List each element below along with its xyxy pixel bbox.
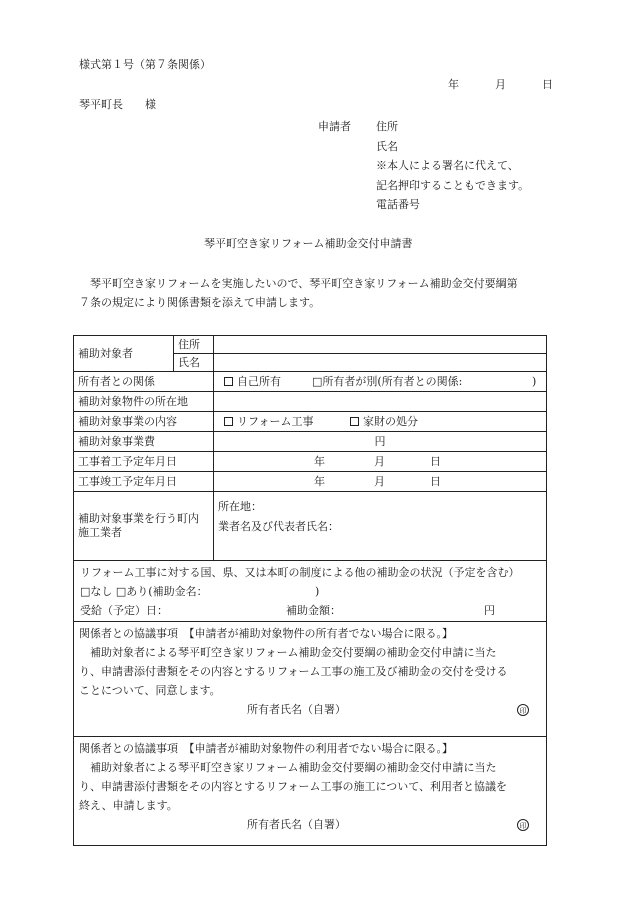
reform-work-label: リフォーム工事 xyxy=(237,415,314,428)
row-consult-owner xyxy=(74,622,547,737)
end-year: 年 xyxy=(314,475,325,488)
start-date-field[interactable] xyxy=(214,452,547,472)
end-date-field[interactable] xyxy=(214,472,547,492)
consult-owner-line3: ことについて、同意します。 xyxy=(79,684,221,697)
project-cost-label: 補助対象事業費 xyxy=(74,432,214,452)
row-other-subsidy xyxy=(74,561,547,622)
target-person-label: 補助対象者 xyxy=(74,336,174,372)
end-month: 月 xyxy=(374,475,385,488)
row-contractor xyxy=(74,492,547,561)
property-location-field[interactable] xyxy=(214,392,547,412)
subsidy-close: ) xyxy=(315,585,320,598)
application-table xyxy=(73,335,547,846)
owner-other-option[interactable]: □所有者が別(所有者との関係: xyxy=(312,375,463,388)
other-subsidy-cell xyxy=(74,561,547,622)
own-property-option[interactable] xyxy=(224,375,281,389)
applicant-address: 住所 xyxy=(376,120,398,133)
disposal-checkbox[interactable] xyxy=(350,417,359,426)
reform-work-option[interactable] xyxy=(224,415,313,429)
contractor-location: 所在地： xyxy=(218,500,262,513)
applicant-note2: 記名押印することもできます。 xyxy=(376,179,530,192)
own-property-checkbox[interactable] xyxy=(224,377,233,386)
consult-user-heading: 関係者との協議事項 【申請者が補助対象物件の利用者でない場合に限る。】 xyxy=(79,742,453,755)
row-consult-user xyxy=(74,737,547,846)
intro-line1: 琴平町空き家リフォームを実施したいので、琴平町空き家リフォーム補助金交付要綱第 xyxy=(90,277,518,290)
row-project-cost xyxy=(74,432,547,452)
receipt-date[interactable]: 受給（予定）日： xyxy=(80,604,168,617)
project-content-field xyxy=(214,412,547,432)
disposal-option[interactable] xyxy=(350,415,418,429)
seal-icon[interactable]: 印 xyxy=(517,704,529,716)
consult-owner-line1: 補助対象者による琴平町空き家リフォーム補助金交付要綱の補助金交付申請に当た xyxy=(90,646,497,659)
project-cost-unit: 円 xyxy=(374,434,386,448)
start-day: 日 xyxy=(430,455,441,468)
owner-other-close: ) xyxy=(532,375,537,388)
start-date-label: 工事着工予定年月日 xyxy=(74,452,214,472)
contractor-label: 補助対象事業を行う町内施工業者 xyxy=(74,492,214,561)
end-date-label: 工事竣工予定年月日 xyxy=(74,472,214,492)
consult-user-cell xyxy=(74,737,547,846)
target-name-field[interactable] xyxy=(214,354,547,372)
subsidy-none-yes[interactable]: □なし □あり(補助金名： xyxy=(80,585,208,598)
project-cost-field[interactable] xyxy=(214,432,547,452)
address-label: 住所 xyxy=(174,336,214,354)
row-start-date xyxy=(74,452,547,472)
date-month: 月 xyxy=(495,78,506,91)
date-day: 日 xyxy=(542,78,553,91)
own-property-label: 自己所有 xyxy=(237,375,281,388)
name-label: 氏名 xyxy=(174,354,214,372)
applicant-phone: 電話番号 xyxy=(376,198,420,211)
other-subsidy-heading: リフォーム工事に対する国、県、又は本町の制度による他の補助金の状況（予定を含む） xyxy=(80,566,520,579)
property-location-label: 補助対象物件の所在地 xyxy=(74,392,214,412)
consult-owner-line2: り、申請書添付書類をその内容とするリフォーム工事の施工及び補助金の交付を受ける xyxy=(79,665,508,678)
intro-line2: ７条の規定により関係書類を添えて申請します。 xyxy=(79,296,321,309)
consult-owner-heading: 関係者との協議事項 【申請者が補助対象物件の所有者でない場合に限る。】 xyxy=(79,627,453,640)
row-target-address xyxy=(74,336,547,354)
owner-signature-label: 所有者氏名（自署） xyxy=(247,703,346,716)
addressee: 琴平町長 様 xyxy=(79,98,156,111)
seal-icon[interactable]: 印 xyxy=(517,819,529,831)
start-year: 年 xyxy=(314,455,325,468)
contractor-field[interactable] xyxy=(214,492,547,561)
reform-work-checkbox[interactable] xyxy=(224,417,233,426)
project-content-label: 補助対象事業の内容 xyxy=(74,412,214,432)
consult-user-line3: 終え、申請します。 xyxy=(79,799,178,812)
document-title: 琴平町空き家リフォーム補助金交付申請書 xyxy=(204,237,413,250)
consult-user-line2: り、申請書添付書類をその内容とするリフォーム工事の施工について、利用者と協議を xyxy=(79,780,508,793)
owner-relation-field xyxy=(214,372,547,392)
owner-relation-label: 所有者との関係 xyxy=(74,372,214,392)
applicant-name: 氏名 xyxy=(376,140,398,153)
date-year: 年 xyxy=(448,78,459,91)
applicant-note1: ※本人による署名に代えて、 xyxy=(376,159,519,172)
row-owner-relation xyxy=(74,372,547,392)
disposal-label: 家財の処分 xyxy=(363,415,418,428)
row-project-content xyxy=(74,412,547,432)
row-property-location xyxy=(74,392,547,412)
end-day: 日 xyxy=(430,475,441,488)
row-end-date xyxy=(74,472,547,492)
consult-user-line1: 補助対象者による琴平町空き家リフォーム補助金交付要綱の補助金交付申請に当た xyxy=(90,761,497,774)
applicant-label: 申請者 xyxy=(318,120,351,133)
target-address-field[interactable] xyxy=(214,336,547,354)
user-signature-label: 所有者氏名（自署） xyxy=(247,818,346,831)
contractor-company-rep: 業者名及び代表者氏名： xyxy=(218,520,339,533)
subsidy-amount-unit: 円 xyxy=(484,604,495,617)
consult-owner-cell xyxy=(74,622,547,737)
start-month: 月 xyxy=(374,455,385,468)
form-number: 様式第１号（第７条関係） xyxy=(79,58,211,71)
subsidy-amount[interactable]: 補助金額： xyxy=(286,604,341,617)
